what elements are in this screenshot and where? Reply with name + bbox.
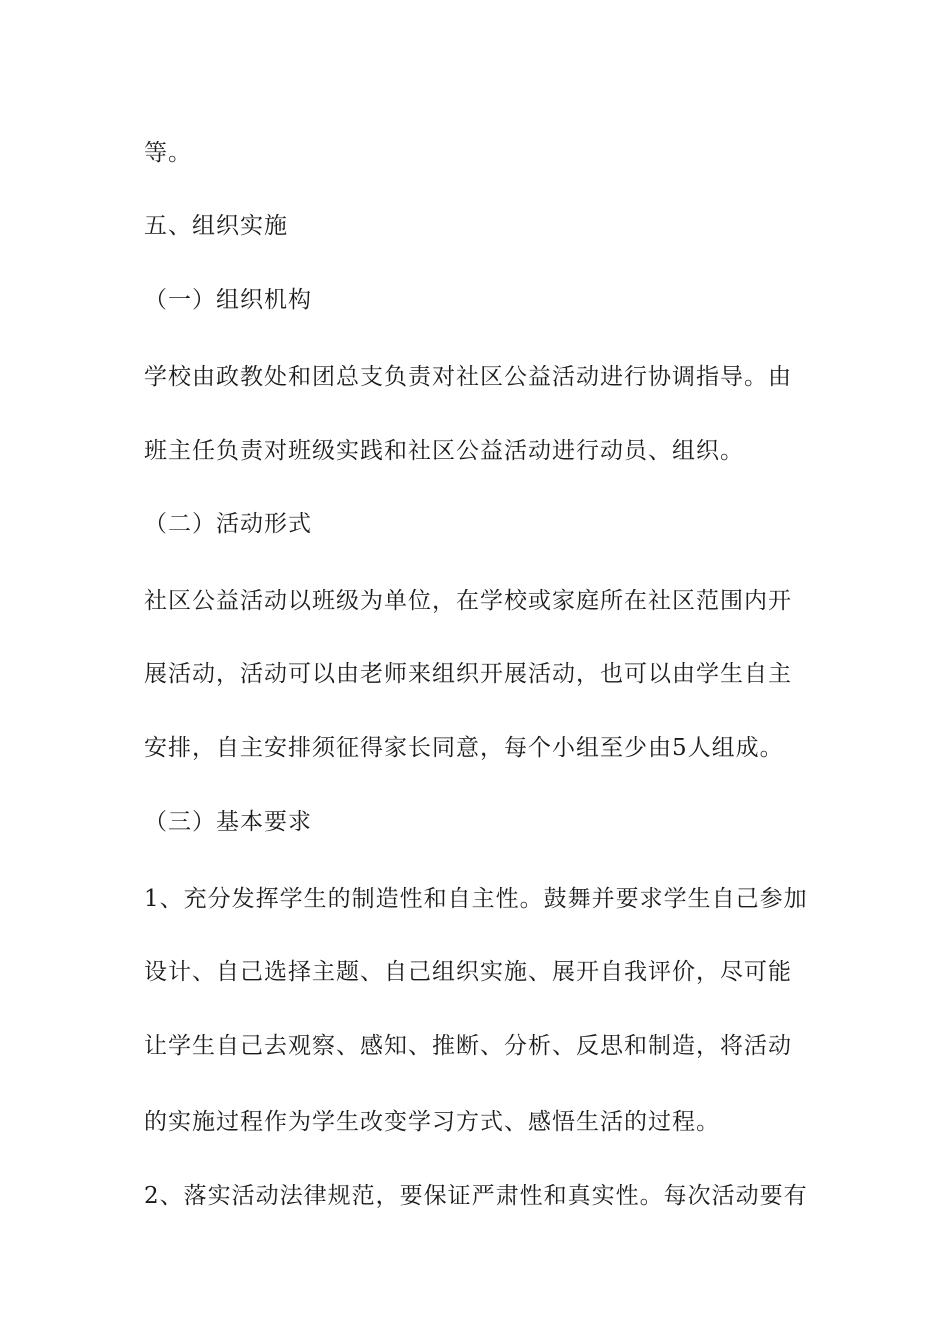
paragraph-line: 社区公益活动以班级为单位，在学校或家庭所在社区范围内开 [144, 588, 792, 614]
section-heading: 五、组织实施 [144, 213, 288, 239]
paragraph-line: 让学生自己去观察、感知、推断、分析、反思和制造，将活动 [144, 1033, 792, 1059]
subsection-heading: （二）活动形式 [144, 511, 312, 537]
paragraph-line: 班主任负责对班级实践和社区公益活动进行动员、组织。 [144, 438, 744, 464]
subsection-heading: （三）基本要求 [144, 809, 312, 835]
paragraph-line: 安排，自主安排须征得家长同意，每个小组至少由5人组成。 [144, 735, 784, 761]
paragraph-line: 展活动，活动可以由老师来组织开展活动，也可以由学生自主 [144, 661, 792, 687]
subsection-heading: （一）组织机构 [144, 287, 312, 313]
paragraph-line: 设计、自己选择主题、自己组织实施、展开自我评价，尽可能 [144, 959, 792, 985]
paragraph-line: 2、落实活动法律规范，要保证严肃性和真实性。每次活动要有 [144, 1183, 808, 1209]
paragraph-line: 的实施过程作为学生改变学习方式、感悟生活的过程。 [144, 1109, 720, 1135]
paragraph-line: 等。 [144, 140, 192, 166]
paragraph-line: 学校由政教处和团总支负责对社区公益活动进行协调指导。由 [144, 364, 792, 390]
paragraph-line: 1、充分发挥学生的制造性和自主性。鼓舞并要求学生自己参加 [144, 886, 808, 912]
